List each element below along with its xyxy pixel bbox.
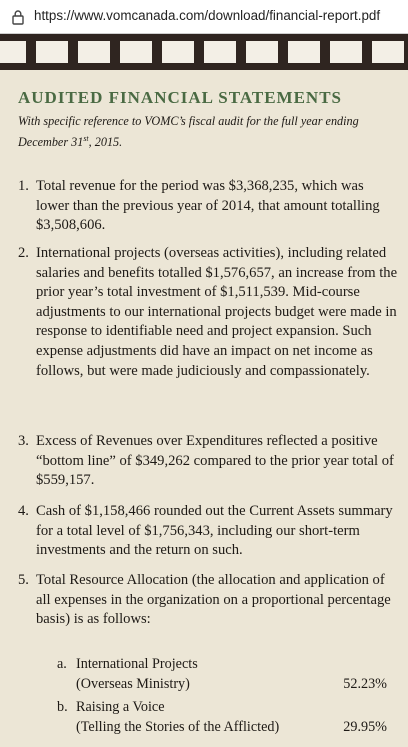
allocation-name: International Projects — [76, 656, 198, 672]
allocation-percent: 52.23% — [343, 676, 387, 692]
filmstrip-frame — [246, 41, 278, 63]
lock-icon — [10, 9, 26, 25]
subtitle-superscript: st — [83, 134, 89, 143]
allocation-label: b. — [57, 699, 68, 715]
subtitle-text-end: , 2015. — [88, 135, 123, 150]
filmstrip-frame — [120, 41, 152, 63]
list-item-number: 5. — [18, 572, 29, 588]
list-item-text: International projects (overseas activities), including related salaries and benefits totalled $1,576,657, an increase from the prior year’s total investment of $1,511,539. Mid-course adjustments to our international projects budget were made in response to identifiable need and project expansion. Such expense adjustments did have an impact on net income as follows, but were made judiciously and compassionately. — [36, 245, 398, 379]
filmstrip-frame — [78, 41, 110, 63]
filmstrip-frame — [204, 41, 236, 63]
document-title: AUDITED FINANCIAL STATEMENTS — [18, 88, 342, 107]
list-item-number: 4. — [18, 503, 29, 519]
list-item-number: 2. — [18, 245, 29, 261]
url-text[interactable]: https://www.vomcanada.com/download/financial-report.pdf — [34, 8, 381, 23]
list-item-number: 1. — [18, 178, 29, 194]
filmstrip-banner — [0, 34, 408, 70]
filmstrip-frame — [36, 41, 68, 63]
list-item-text: Total revenue for the period was $3,368,235, which was lower than the previous year of 2014, that amount totalling $3,508,606. — [36, 178, 380, 234]
allocation-name: Raising a Voice — [76, 699, 165, 715]
allocation-subtitle: (Telling the Stories of the Afflicted) — [76, 719, 280, 735]
allocation-subtitle: (Overseas Ministry) — [76, 676, 190, 692]
list-item-number: 3. — [18, 433, 29, 449]
list-item-text: Excess of Revenues over Expenditures reflected a positive “bottom line” of $349,262 compared to the prior year total of $559,157. — [36, 433, 394, 489]
filmstrip-frame — [288, 41, 320, 63]
filmstrip-frame — [330, 41, 362, 63]
allocation-label: a. — [57, 656, 67, 672]
document-subtitle — [18, 113, 398, 151]
subtitle-text: With specific reference to VOMC’s fiscal audit for the full year ending December 31 — [18, 114, 359, 150]
list-item-text: Cash of $1,158,466 rounded out the Current Assets summary for a total level of $1,756,343, including our short-term investments and the return on such. — [36, 503, 393, 559]
allocation-percent: 29.95% — [343, 719, 387, 735]
filmstrip-frame — [162, 41, 194, 63]
filmstrip-frame — [372, 41, 404, 63]
filmstrip-frame — [0, 41, 26, 63]
list-item-text: Total Resource Allocation (the allocation and application of all expenses in the organization on a proportional percentage basis) is as follows: — [36, 572, 391, 628]
address-bar[interactable] — [0, 0, 408, 34]
